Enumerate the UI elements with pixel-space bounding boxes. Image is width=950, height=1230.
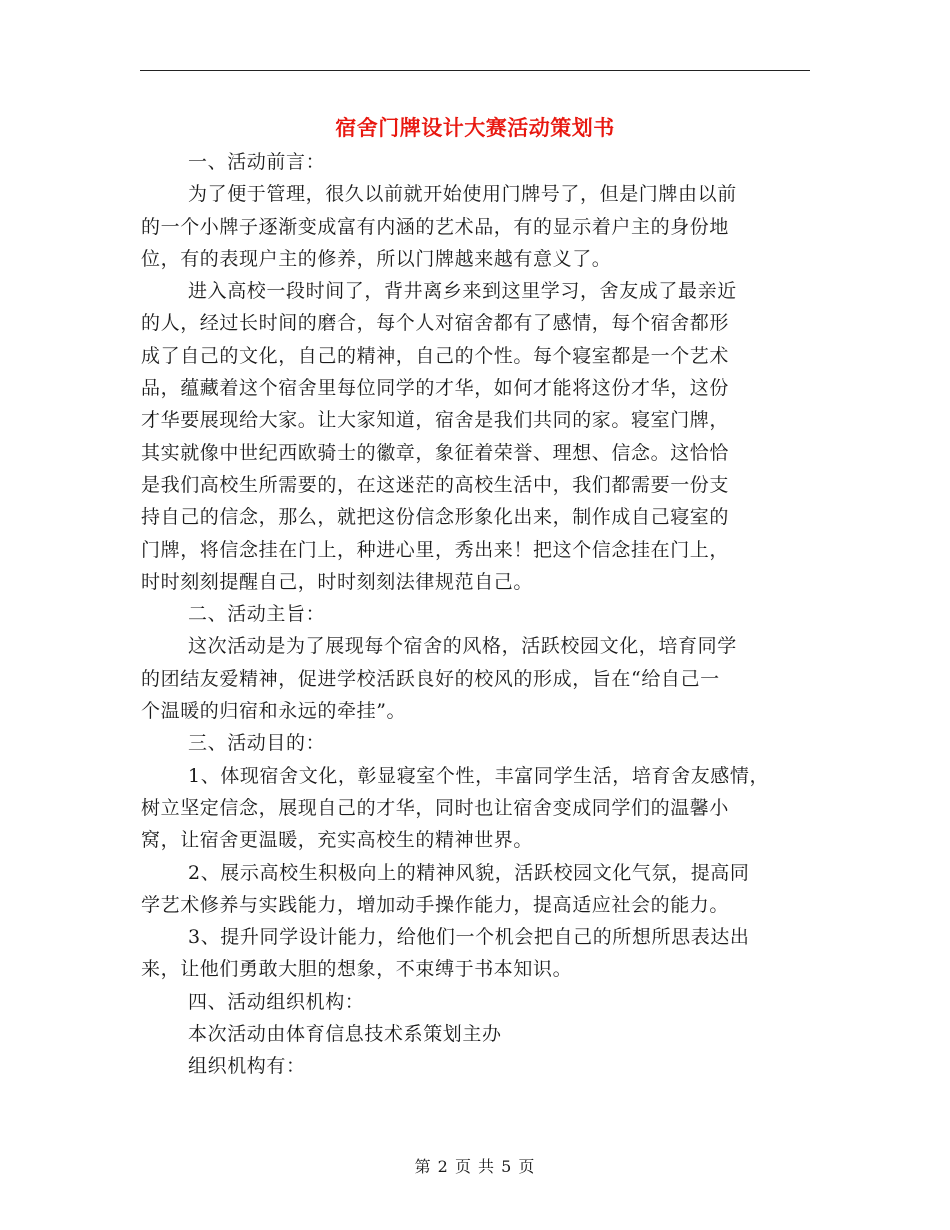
paragraph-10-line-0: 本次活动由体育信息技术系策划主办 bbox=[188, 1023, 502, 1046]
paragraph-6-line-2: 窝，让宿舍更温暖，充实高校生的精神世界。 bbox=[141, 829, 534, 852]
document-body bbox=[141, 146, 823, 1083]
paragraph-11-line-0: 组织机构有： bbox=[188, 1055, 306, 1078]
header-rule bbox=[140, 70, 810, 71]
paragraph-9-line-0: 四、活动组织机构： bbox=[188, 990, 365, 1013]
paragraph-2-line-5: 其实就像中世纪西欧骑士的徽章，象征着荣誉、理想、信念。这恰恰 bbox=[141, 441, 730, 464]
paragraph-4-line-2: 个温暖的归宿和永远的牵挂”。 bbox=[141, 700, 407, 723]
paragraph-2-line-3: 品，蕴藏着这个宿舍里每位同学的才华，如何才能将这份才华，这份 bbox=[141, 377, 730, 400]
paragraph-4-line-1: 的团结友爱精神，促进学校活跃良好的校风的形成，旨在“给自己一 bbox=[141, 667, 720, 690]
paragraph-2-line-8: 门牌，将信念挂在门上，种进心里，秀出来！把这个信念挂在门上， bbox=[141, 538, 730, 561]
paragraph-6-line-1: 树立坚定信念，展现自己的才华，同时也让宿舍变成同学们的温馨小 bbox=[141, 796, 730, 819]
paragraph-2-line-1: 的人，经过长时间的磨合，每个人对宿舍都有了感情，每个宿舍都形 bbox=[141, 312, 730, 335]
paragraph-0-line-0: 一、活动前言： bbox=[188, 151, 326, 173]
paragraph-6-line-0: 1、体现宿舍文化，彰显寝室个性，丰富同学生活，培育舍友感情， bbox=[188, 764, 770, 787]
paragraph-8-line-0: 3、提升同学设计能力，给他们一个机会把自己的所想所思表达出 bbox=[188, 926, 750, 949]
paragraph-7-line-1: 学艺术修养与实践能力，增加动手操作能力，提高适应社会的能力。 bbox=[141, 893, 730, 916]
paragraph-2-line-0: 进入高校一段时间了，背井离乡来到这里学习，舍友成了最亲近 bbox=[188, 280, 737, 303]
paragraph-4-line-0: 这次活动是为了展现每个宿舍的风格，活跃校园文化，培育同学 bbox=[188, 635, 737, 658]
page-footer: 第 2 页 共 5 页 bbox=[414, 1157, 536, 1176]
paragraph-5-line-0: 三、活动目的： bbox=[188, 732, 326, 755]
paragraph-2-line-9: 时时刻刻提醒自己，时时刻刻法律规范自己。 bbox=[141, 570, 534, 593]
paragraph-2-line-7: 持自己的信念，那么，就把这份信念形象化出来，制作成自己寝室的 bbox=[141, 506, 730, 529]
paragraph-2-line-4: 才华要展现给大家。让大家知道，宿舍是我们共同的家。寝室门牌， bbox=[141, 409, 730, 432]
paragraph-1-line-1: 的一个小牌子逐渐变成富有内涵的艺术品，有的显示着户主的身份地 bbox=[141, 215, 730, 238]
document-title: 宿舍门牌设计大赛活动策划书 bbox=[335, 116, 615, 140]
paragraph-2-line-6: 是我们高校生所需要的，在这迷茫的高校生活中，我们都需要一份支 bbox=[141, 473, 730, 496]
paragraph-8-line-1: 来，让他们勇敢大胆的想象，不束缚于书本知识。 bbox=[141, 958, 573, 981]
paragraph-1-line-2: 位，有的表现户主的修养，所以门牌越来越有意义了。 bbox=[141, 247, 612, 270]
paragraph-3-line-0: 二、活动主旨： bbox=[188, 603, 326, 626]
paragraph-2-line-2: 成了自己的文化，自己的精神，自己的个性。每个寝室都是一个艺术 bbox=[141, 344, 730, 367]
paragraph-7-line-0: 2、展示高校生积极向上的精神风貌，活跃校园文化气氛，提高同 bbox=[188, 861, 750, 884]
paragraph-1-line-0: 为了便于管理，很久以前就开始使用门牌号了，但是门牌由以前 bbox=[188, 183, 737, 206]
